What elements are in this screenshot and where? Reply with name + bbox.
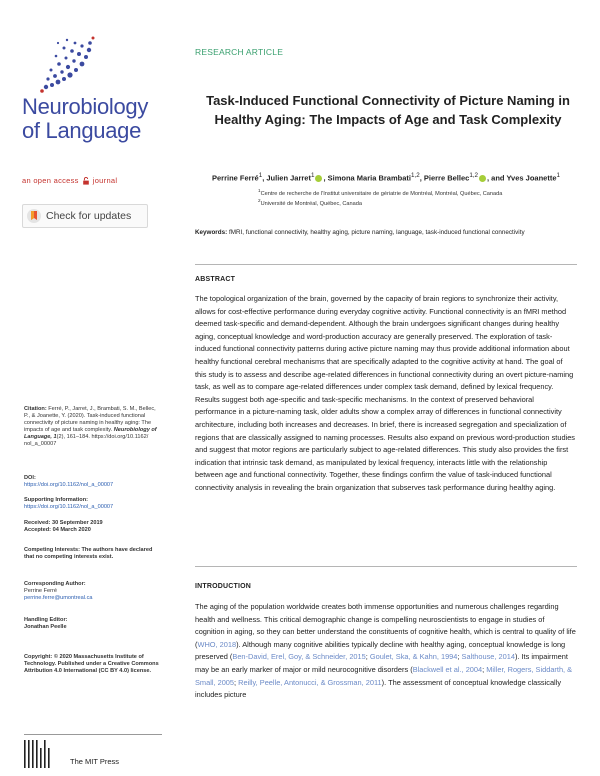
mit-press-logo-bars xyxy=(24,740,64,768)
copyright-block xyxy=(24,654,162,675)
citation-text: Ferré, P., Jarret, J., Brambati, S. M., Bellec, P., & Joanette, Y. (2020). Task-induced functional connectivity of picture naming in healthy aging: The impacts of age and task complexity. xyxy=(24,406,156,433)
competing-interests-text: Competing Interests: The authors have declared that no competing interests exist. xyxy=(24,547,153,560)
corresponding-author-block xyxy=(24,581,162,602)
citation-link[interactable]: Goulet, Ska, & Kahn, 1994 xyxy=(369,652,458,662)
crossmark-icon xyxy=(26,208,42,224)
introduction-heading: INTRODUCTION xyxy=(195,583,252,590)
supporting-info-block xyxy=(24,497,162,511)
doi-label: DOI: xyxy=(24,475,36,481)
doi-link[interactable]: https://doi.org/10.1162/nol_a_00007 xyxy=(24,482,114,488)
journal-name-line1: Neurobiology xyxy=(22,94,149,119)
abstract-bottom-rule xyxy=(195,566,577,567)
article-type: RESEARCH ARTICLE xyxy=(195,47,284,57)
corresponding-label: Corresponding Author: xyxy=(24,581,86,587)
author-4-affil: 1,2 xyxy=(469,172,479,179)
author-1: Perrine Ferré xyxy=(212,173,259,183)
journal-name xyxy=(22,95,172,143)
author-5-affil: 1 xyxy=(556,172,560,179)
handling-editor-block xyxy=(24,617,162,631)
affiliation-2 xyxy=(258,198,578,207)
check-for-updates-button[interactable] xyxy=(22,204,148,228)
journal-name-line2: of Language xyxy=(22,118,142,143)
author-3: , Simona Maria Brambati xyxy=(323,173,411,183)
orcid-icon[interactable] xyxy=(315,175,322,182)
citation-journal: Neurobiology of Language, 1 xyxy=(24,427,157,440)
author-4: , Pierre Bellec xyxy=(419,173,470,183)
article-title: Task-Induced Functional Connectivity of Picture Naming in Healthy Aging: The Impacts of Age and Task Complexity xyxy=(206,93,570,127)
separator: ; xyxy=(457,652,462,662)
separator: ; xyxy=(234,677,239,687)
accepted-date: Accepted: 04 March 2020 xyxy=(24,527,91,533)
keywords-text: fMRI, functional connectivity, healthy aging, picture naming, language, task-induced functional connectivity xyxy=(228,229,525,236)
corresponding-email[interactable]: perrine.ferre@umontreal.ca xyxy=(24,595,93,601)
affiliation-1 xyxy=(258,188,578,197)
received-date: Received: 30 September 2019 xyxy=(24,520,103,526)
intro-part-4: ). The assessment of conceptual knowledge classically includes picture xyxy=(195,677,562,700)
check-for-updates-label: Check for updates xyxy=(46,210,132,222)
citation-tail: (2), 161–184. https://doi.org/10.1162/ nol_a_00007 xyxy=(24,434,149,447)
abstract-heading: ABSTRACT xyxy=(195,276,236,283)
sidebar-divider xyxy=(24,734,162,735)
affiliation-2-text: Université de Montréal, Québec, Canada xyxy=(260,200,362,207)
orcid-icon[interactable] xyxy=(479,175,486,182)
separator: ; xyxy=(482,664,487,674)
abstract-top-rule xyxy=(195,264,577,265)
affiliation-2-number: 2 xyxy=(258,198,261,203)
author-2: , Julien Jarret xyxy=(262,173,311,183)
open-access-text: an open access xyxy=(22,176,79,185)
supporting-info-label: Supporting Information: xyxy=(24,497,89,503)
abstract-text: The topological organization of the brain, governed by the capacity of brain regions to synchronize their activity, allows for cost-effective performance during everyday cognitive activity. Functional connectivity is an fMRI method deemed task-specific and demand-dependent. Although the brain undergoes significant changes during healthy aging, conceptual knowledge and word-production accuracy are generally preserved. The exploration of task-induced functional connectivity patterns during active picture naming may thus provide additional information about healthy functional cerebral mechanisms that are specifically adapted to the cognitive activity at hand. The goal of this study is to assess and describe age-related differences in functional connectivity during an overt picture-naming task, as well as to compare age-related differences under complex task demand, defined by lexical frequency. Results suggest both age-specific and task-specific mechanisms. In the context of preserved behavioral performance in a picture-naming task, older adults show a complex array of differences in functional connectivity architecture, including both increases and decreases. In brief, there is increased segregation and specialization of regions that are classically assigned to naming processes. Results also expand on previous word-production studies and suggest that motor regions are particularly subject to age-related differences. This study also provides the first indication that intrinsic task demand, as manipulated by lexical frequency, interacts little with the relationship between age and functional connectivity. Together, these findings confirm the value of task-induced functional connectivity analysis in revealing the brain organization that subserves task performance during healthy aging. xyxy=(195,294,576,492)
copyright-text: Copyright: © 2020 Massachusetts Institute of Technology. Published under a Creative Commons Attribution 4.0 International (CC BY 4.0) license. xyxy=(24,654,159,674)
author-1-affil: 1 xyxy=(258,172,263,179)
dates-block xyxy=(24,520,162,534)
journal-text: journal xyxy=(92,176,118,185)
intro-part-1: The aging of the population worldwide creates both immense opportunities and numerous challenges regarding health and wellness. This critical demographic change is compelling neuroscientists to engage in studies of cognition in aging, so they can better understand the constituents of cognitive health, which is central to quality of life ( xyxy=(195,602,576,649)
citation-link[interactable]: Reilly, Peelle, Antonucci, & Grossman, 2011 xyxy=(238,677,382,687)
open-lock-icon xyxy=(82,177,90,185)
editor-label: Handling Editor: xyxy=(24,617,68,623)
author-3-affil: 1,2 xyxy=(410,172,420,179)
author-2-affil: 1 xyxy=(310,172,315,179)
author-list xyxy=(195,172,577,183)
keywords xyxy=(195,228,575,237)
citation-label: Citation: xyxy=(24,406,47,412)
intro-part-2: ). Although many cognitive abilities typically decline with healthy aging, conceptual knowledge is long preserved ( xyxy=(195,639,566,662)
doi-block xyxy=(24,475,162,489)
citation-link[interactable]: Ben-David, Erel, Goy, & Schneider, 2015 xyxy=(232,652,366,662)
publisher-name: The MIT Press xyxy=(70,757,120,766)
citation-link[interactable]: Blackwell et al., 2004 xyxy=(412,664,483,674)
citation-link[interactable]: Salthouse, 2014 xyxy=(461,652,515,662)
competing-interests xyxy=(24,547,162,561)
citation-link[interactable]: WHO, 2018 xyxy=(197,639,237,649)
affiliation-1-number: 1 xyxy=(258,188,261,193)
affiliation-1-text: Centre de recherche de l'Institut universitaire de gériatrie de Montréal, Montréal, Québec, Canada xyxy=(260,190,503,197)
citation-block xyxy=(24,406,162,448)
introduction-text xyxy=(195,601,576,702)
keywords-label: Keywords: xyxy=(195,229,228,236)
corresponding-name: Perrine Ferré xyxy=(24,588,57,594)
intro-part-3: ). Its impairment may be an early marker of major or mild neurocognitive disorders ( xyxy=(195,652,568,674)
supporting-info-link[interactable]: https://doi.org/10.1162/nol_a_00007 xyxy=(24,504,114,510)
author-5: , and Yves Joanette xyxy=(487,173,557,183)
journal-logo-dots xyxy=(38,35,98,95)
open-access-label xyxy=(22,176,117,185)
separator: ; xyxy=(365,652,370,662)
citation-link[interactable]: Miller, Rogers, Siddarth, & Small, 2005 xyxy=(195,664,573,687)
editor-name: Jonathan Peelle xyxy=(24,624,67,630)
